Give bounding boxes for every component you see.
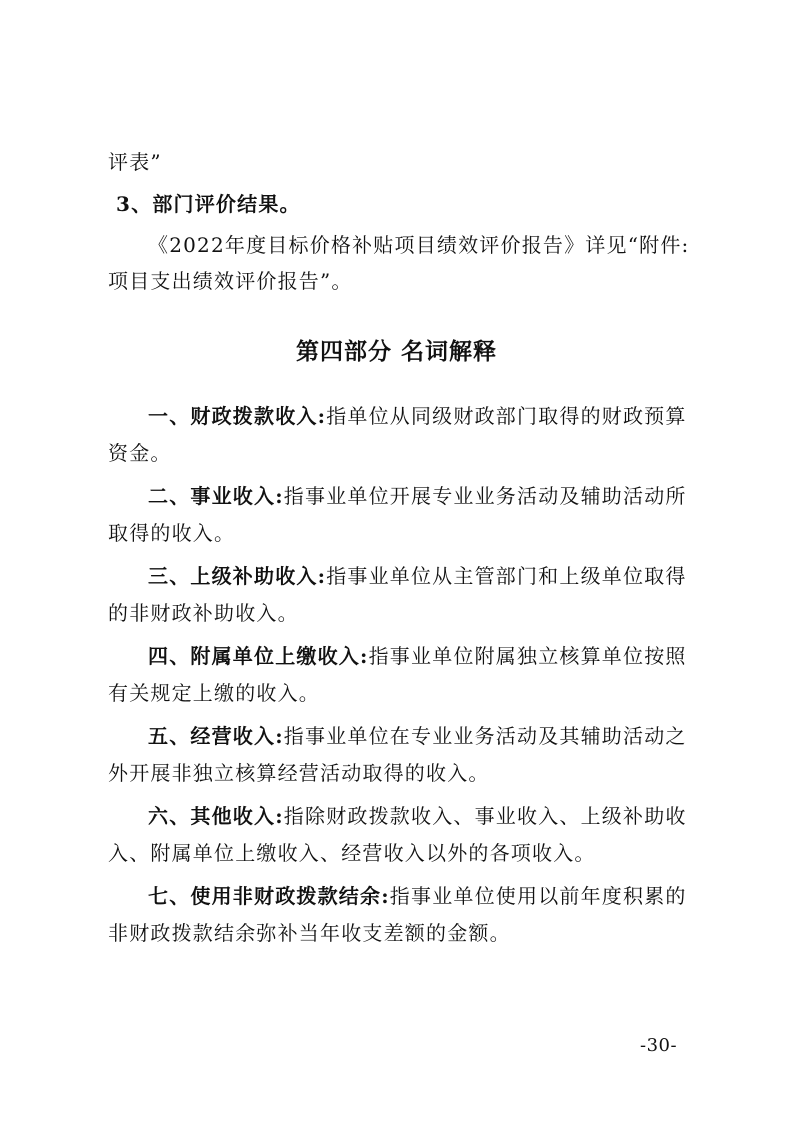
term-definition-continued: 非财政拨款结余弥补当年收支差额的金额。 xyxy=(108,921,511,945)
term-definition-continued: 外开展非独立核算经营活动取得的收入。 xyxy=(108,761,490,785)
term-definition: 指事业单位在专业业务活动及其辅助活动之 xyxy=(283,724,687,748)
term-definition: 指除财政拨款收入、事业收入、上级补助收 xyxy=(283,804,687,828)
term-label: 六、其他收入: xyxy=(148,804,284,828)
term-definition-continued: 有关规定上缴的收入。 xyxy=(108,681,320,705)
term-entry xyxy=(148,562,693,590)
term-definition: 指事业单位开展专业业务活动及辅助活动所 xyxy=(283,484,687,508)
continued-text-line: 评表” xyxy=(108,150,162,174)
term-label: 一、财政拨款收入: xyxy=(148,404,327,428)
term-entry xyxy=(148,722,693,750)
term-label: 五、经营收入: xyxy=(148,724,284,748)
term-definition: 指事业单位附属独立核算单位按照 xyxy=(368,644,687,668)
term-label: 七、使用非财政拨款结余: xyxy=(148,884,390,908)
term-definition-continued: 资金。 xyxy=(108,441,172,465)
page-number: -30- xyxy=(640,1035,678,1056)
term-definition-continued: 取得的收入。 xyxy=(108,521,236,545)
term-entry xyxy=(148,482,693,510)
term-definition: 指事业单位使用以前年度积累的 xyxy=(389,884,687,908)
term-label: 四、附属单位上缴收入: xyxy=(148,644,369,668)
report-reference-line-1: 《2022年度目标价格补贴项目绩效评价报告》详见“附件: xyxy=(148,233,690,257)
term-definition: 指事业单位从主管部门和上级单位取得 xyxy=(326,564,687,588)
term-entry xyxy=(148,802,693,830)
section-title: 第四部分 名词解释 xyxy=(295,338,497,365)
term-label: 二、事业收入: xyxy=(148,484,284,508)
term-entry xyxy=(148,642,693,670)
subheading-department-evaluation: 3、部门评价结果。 xyxy=(116,192,301,216)
term-definition-continued: 的非财政补助收入。 xyxy=(108,601,299,625)
term-label: 三、上级补助收入: xyxy=(148,564,327,588)
term-entry xyxy=(148,882,693,910)
report-reference-line-2: 项目支出绩效评价报告”。 xyxy=(108,269,353,293)
term-entry xyxy=(148,402,693,430)
term-definition-continued: 入、附属单位上缴收入、经营收入以外的各项收入。 xyxy=(108,841,596,865)
term-definition: 指单位从同级财政部门取得的财政预算 xyxy=(326,404,687,428)
